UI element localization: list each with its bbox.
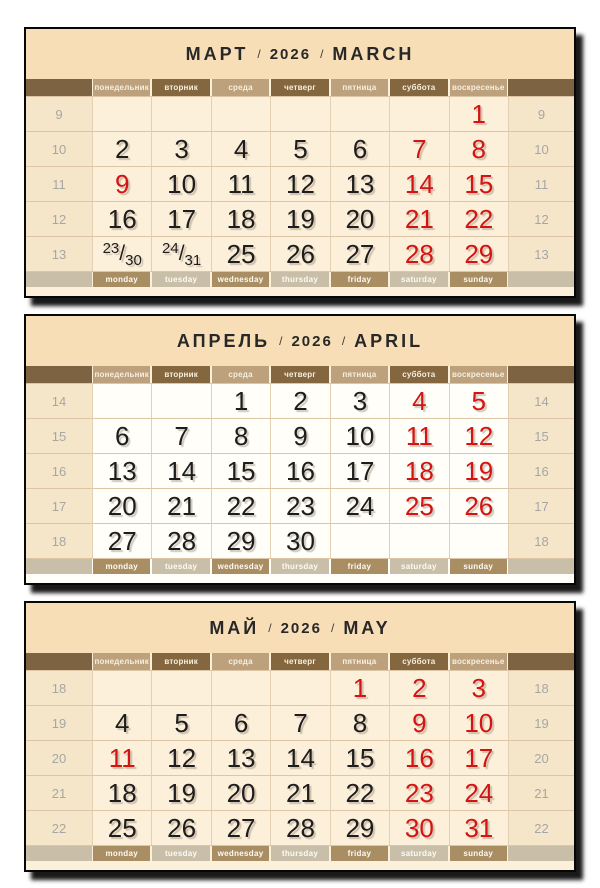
weekday-header-thursday: четверг — [271, 653, 328, 670]
week-number-right: 12 — [508, 201, 574, 236]
date-cell-thursday: 19 — [270, 201, 329, 236]
week-number-right: 15 — [508, 418, 574, 453]
month-name-en: APRIL — [354, 330, 424, 351]
weekday-header-tuesday: вторник — [152, 79, 209, 96]
week-row — [26, 201, 574, 236]
weekday-footer-wednesday: wednesday — [212, 846, 269, 861]
weekday-footer-saturday: saturday — [390, 846, 447, 861]
date-cell-tuesday: 12 — [151, 740, 210, 775]
footer-filler-right — [508, 846, 574, 861]
date-cell-wednesday: 4 — [211, 131, 270, 166]
date-cell-monday — [92, 670, 151, 705]
date-cell-monday: 11 — [92, 740, 151, 775]
date-cell-monday — [92, 236, 151, 271]
weekday-header-row — [26, 653, 574, 670]
date-cell-friday: 8 — [330, 705, 389, 740]
bottom-strip — [26, 574, 574, 583]
date-cell-sunday: 3 — [449, 670, 508, 705]
month-year: 2026 — [280, 619, 322, 637]
week-number-left: 9 — [26, 96, 92, 131]
weekday-footer-sunday: sunday — [450, 846, 507, 861]
month-panel-march — [24, 27, 576, 298]
date-cell-friday: 3 — [330, 383, 389, 418]
date-cell-monday — [92, 383, 151, 418]
date-cell-monday: 16 — [92, 201, 151, 236]
date-cell-friday: 13 — [330, 166, 389, 201]
bottom-strip — [26, 861, 574, 870]
date-cell-wednesday: 6 — [211, 705, 270, 740]
date-cell-thursday: 16 — [270, 453, 329, 488]
date-cell-sunday: 5 — [449, 383, 508, 418]
date-cell-wednesday: 11 — [211, 166, 270, 201]
header-filler-right — [508, 653, 574, 670]
weekday-footer-monday: monday — [93, 846, 150, 861]
week-number-left: 22 — [26, 810, 92, 845]
weekday-footer-row — [26, 845, 574, 861]
date-cell-sunday: 12 — [449, 418, 508, 453]
date-cell-monday — [92, 96, 151, 131]
week-number-right: 21 — [508, 775, 574, 810]
date-cell-friday — [330, 523, 389, 558]
week-number-left: 15 — [26, 418, 92, 453]
date-cell-friday: 27 — [330, 236, 389, 271]
bottom-strip — [26, 287, 574, 296]
week-number-right: 11 — [508, 166, 574, 201]
date-cell-monday: 20 — [92, 488, 151, 523]
title-separator: / — [268, 621, 272, 635]
header-filler-left — [26, 653, 92, 670]
week-number-right: 16 — [508, 453, 574, 488]
date-cell-friday: 29 — [330, 810, 389, 845]
date-cell-wednesday: 22 — [211, 488, 270, 523]
date-cell-thursday: 12 — [270, 166, 329, 201]
week-row — [26, 740, 574, 775]
weekday-header-sunday: воскресенье — [450, 79, 507, 96]
date-cell-friday: 17 — [330, 453, 389, 488]
date-cell-saturday: 16 — [389, 740, 448, 775]
date-cell-thursday: 14 — [270, 740, 329, 775]
week-row — [26, 810, 574, 845]
weekday-footer-tuesday: tuesday — [152, 272, 209, 287]
footer-filler-right — [508, 272, 574, 287]
dual-date-first: 24 — [162, 239, 179, 257]
date-cell-wednesday — [211, 96, 270, 131]
date-cell-tuesday — [151, 383, 210, 418]
week-number-left: 19 — [26, 705, 92, 740]
week-number-left: 18 — [26, 523, 92, 558]
month-year: 2026 — [291, 332, 333, 350]
weekday-header-wednesday: среда — [212, 366, 269, 383]
date-cell-monday: 4 — [92, 705, 151, 740]
date-cell-sunday: 19 — [449, 453, 508, 488]
weekday-footer-sunday: sunday — [450, 272, 507, 287]
week-number-right: 18 — [508, 670, 574, 705]
month-title — [26, 29, 574, 79]
date-cell-saturday: 2 — [389, 670, 448, 705]
month-name-ru: МАРТ — [185, 43, 249, 64]
header-filler-right — [508, 366, 574, 383]
weekday-footer-monday: monday — [93, 559, 150, 574]
footer-filler-left — [26, 846, 92, 861]
date-cell-monday: 2 — [92, 131, 151, 166]
week-row — [26, 383, 574, 418]
date-cell-monday: 6 — [92, 418, 151, 453]
title-separator: / — [279, 334, 283, 348]
date-cell-tuesday: 5 — [151, 705, 210, 740]
week-number-left: 14 — [26, 383, 92, 418]
date-cell-saturday: 23 — [389, 775, 448, 810]
week-row — [26, 131, 574, 166]
week-row — [26, 418, 574, 453]
weekday-header-saturday: суббота — [390, 79, 447, 96]
week-number-left: 16 — [26, 453, 92, 488]
date-cell-sunday: 10 — [449, 705, 508, 740]
header-filler-right — [508, 79, 574, 96]
date-cell-wednesday: 25 — [211, 236, 270, 271]
date-cell-wednesday: 18 — [211, 201, 270, 236]
date-cell-thursday: 28 — [270, 810, 329, 845]
date-cell-wednesday: 29 — [211, 523, 270, 558]
date-cell-wednesday: 27 — [211, 810, 270, 845]
week-number-left: 11 — [26, 166, 92, 201]
weekday-footer-friday: friday — [331, 559, 388, 574]
week-number-right: 20 — [508, 740, 574, 775]
date-cell-friday: 6 — [330, 131, 389, 166]
title-separator: / — [257, 47, 261, 61]
footer-filler-left — [26, 559, 92, 574]
dual-date — [102, 239, 142, 269]
date-cell-sunday: 1 — [449, 96, 508, 131]
date-cell-tuesday: 26 — [151, 810, 210, 845]
week-row — [26, 488, 574, 523]
weekday-footer-thursday: thursday — [271, 559, 328, 574]
week-number-right: 17 — [508, 488, 574, 523]
weekday-header-thursday: четверг — [271, 366, 328, 383]
week-number-right: 19 — [508, 705, 574, 740]
week-number-right: 10 — [508, 131, 574, 166]
footer-filler-right — [508, 559, 574, 574]
date-cell-wednesday: 15 — [211, 453, 270, 488]
date-cell-tuesday — [151, 96, 210, 131]
date-cell-sunday: 8 — [449, 131, 508, 166]
title-separator: / — [330, 621, 335, 635]
week-number-right: 14 — [508, 383, 574, 418]
date-cell-thursday — [270, 670, 329, 705]
week-row — [26, 96, 574, 131]
date-cell-friday — [330, 96, 389, 131]
weekday-footer-saturday: saturday — [390, 559, 447, 574]
week-number-right: 18 — [508, 523, 574, 558]
date-cell-sunday: 24 — [449, 775, 508, 810]
week-number-right: 22 — [508, 810, 574, 845]
date-cell-wednesday: 13 — [211, 740, 270, 775]
week-row — [26, 523, 574, 558]
month-name-en: MARCH — [332, 43, 415, 64]
date-cell-sunday: 22 — [449, 201, 508, 236]
date-cell-thursday — [270, 96, 329, 131]
dual-date-separator: / — [119, 242, 126, 265]
date-cell-wednesday: 1 — [211, 383, 270, 418]
weekday-header-friday: пятница — [331, 79, 388, 96]
date-cell-tuesday: 21 — [151, 488, 210, 523]
month-title — [26, 316, 574, 366]
week-row — [26, 775, 574, 810]
week-number-left: 18 — [26, 670, 92, 705]
dual-date-separator: / — [178, 242, 185, 265]
date-cell-tuesday — [151, 670, 210, 705]
dual-date-second: 30 — [125, 251, 142, 269]
date-cell-saturday: 28 — [389, 236, 448, 271]
date-cell-tuesday: 7 — [151, 418, 210, 453]
date-cell-saturday: 21 — [389, 201, 448, 236]
weekday-header-saturday: суббота — [390, 366, 447, 383]
month-name-en: MAY — [343, 617, 391, 638]
date-cell-sunday: 17 — [449, 740, 508, 775]
dual-date-first: 23 — [102, 239, 120, 257]
date-cell-friday: 15 — [330, 740, 389, 775]
weekday-header-monday: понедельник — [93, 653, 150, 670]
date-cell-thursday: 21 — [270, 775, 329, 810]
weekday-header-wednesday: среда — [212, 653, 269, 670]
date-cell-thursday: 9 — [270, 418, 329, 453]
week-number-left: 20 — [26, 740, 92, 775]
weekday-header-friday: пятница — [331, 653, 388, 670]
date-cell-saturday: 4 — [389, 383, 448, 418]
date-cell-tuesday: 28 — [151, 523, 210, 558]
date-cell-friday: 20 — [330, 201, 389, 236]
month-title — [26, 603, 574, 653]
weekday-footer-wednesday: wednesday — [212, 559, 269, 574]
date-cell-friday: 10 — [330, 418, 389, 453]
date-cell-friday: 22 — [330, 775, 389, 810]
week-number-left: 17 — [26, 488, 92, 523]
date-cell-monday: 27 — [92, 523, 151, 558]
weekday-header-saturday: суббота — [390, 653, 447, 670]
date-cell-saturday: 14 — [389, 166, 448, 201]
date-cell-saturday — [389, 96, 448, 131]
date-cell-thursday: 26 — [270, 236, 329, 271]
month-name-ru: МАЙ — [209, 617, 260, 638]
week-number-left: 13 — [26, 236, 92, 271]
weekday-footer-sunday: sunday — [450, 559, 507, 574]
date-cell-saturday — [389, 523, 448, 558]
week-number-left: 21 — [26, 775, 92, 810]
weekday-footer-friday: friday — [331, 846, 388, 861]
date-cell-sunday: 29 — [449, 236, 508, 271]
weekday-footer-saturday: saturday — [390, 272, 447, 287]
weekday-header-row — [26, 79, 574, 96]
title-separator: / — [341, 334, 346, 348]
weekday-header-tuesday: вторник — [152, 366, 209, 383]
month-name-ru: АПРЕЛЬ — [176, 330, 271, 351]
date-cell-thursday: 5 — [270, 131, 329, 166]
header-filler-left — [26, 79, 92, 96]
weekday-header-friday: пятница — [331, 366, 388, 383]
week-number-left: 10 — [26, 131, 92, 166]
weekday-header-tuesday: вторник — [152, 653, 209, 670]
week-row — [26, 166, 574, 201]
weekday-footer-row — [26, 558, 574, 574]
week-row — [26, 236, 574, 271]
week-number-right: 13 — [508, 236, 574, 271]
weekday-footer-tuesday: tuesday — [152, 846, 209, 861]
date-cell-wednesday: 20 — [211, 775, 270, 810]
date-cell-monday: 25 — [92, 810, 151, 845]
weekday-header-row — [26, 366, 574, 383]
month-panel-may — [24, 601, 576, 872]
header-filler-left — [26, 366, 92, 383]
month-year: 2026 — [269, 45, 312, 63]
weekday-header-monday: понедельник — [93, 366, 150, 383]
date-cell-monday: 9 — [92, 166, 151, 201]
month-panel-april — [24, 314, 576, 585]
footer-filler-left — [26, 272, 92, 287]
weekday-header-sunday: воскресенье — [450, 366, 507, 383]
date-cell-monday: 18 — [92, 775, 151, 810]
date-cell-saturday: 18 — [389, 453, 448, 488]
weekday-footer-thursday: thursday — [271, 846, 328, 861]
weekday-footer-friday: friday — [331, 272, 388, 287]
weekday-footer-row — [26, 271, 574, 287]
week-row — [26, 705, 574, 740]
date-cell-tuesday: 19 — [151, 775, 210, 810]
weekday-footer-monday: monday — [93, 272, 150, 287]
weekday-header-sunday: воскресенье — [450, 653, 507, 670]
date-cell-friday: 24 — [330, 488, 389, 523]
weekday-header-thursday: четверг — [271, 79, 328, 96]
date-cell-wednesday: 8 — [211, 418, 270, 453]
date-cell-sunday: 31 — [449, 810, 508, 845]
date-cell-saturday: 11 — [389, 418, 448, 453]
date-cell-sunday: 26 — [449, 488, 508, 523]
date-cell-saturday: 30 — [389, 810, 448, 845]
date-cell-saturday: 25 — [389, 488, 448, 523]
week-row — [26, 670, 574, 705]
week-row — [26, 453, 574, 488]
title-separator: / — [320, 47, 324, 61]
date-cell-thursday: 7 — [270, 705, 329, 740]
weekday-header-wednesday: среда — [212, 79, 269, 96]
date-cell-saturday: 9 — [389, 705, 448, 740]
weekday-header-monday: понедельник — [93, 79, 150, 96]
date-cell-sunday — [449, 523, 508, 558]
date-cell-thursday: 2 — [270, 383, 329, 418]
date-cell-wednesday — [211, 670, 270, 705]
weekday-footer-thursday: thursday — [271, 272, 328, 287]
date-cell-sunday: 15 — [449, 166, 508, 201]
date-cell-tuesday: 17 — [151, 201, 210, 236]
date-cell-saturday: 7 — [389, 131, 448, 166]
dual-date — [162, 239, 202, 269]
date-cell-monday: 13 — [92, 453, 151, 488]
weekday-footer-wednesday: wednesday — [212, 272, 269, 287]
dual-date-second: 31 — [184, 251, 202, 269]
date-cell-tuesday: 3 — [151, 131, 210, 166]
date-cell-tuesday: 10 — [151, 166, 210, 201]
week-number-left: 12 — [26, 201, 92, 236]
date-cell-friday: 1 — [330, 670, 389, 705]
date-cell-tuesday — [151, 236, 210, 271]
weekday-footer-tuesday: tuesday — [152, 559, 209, 574]
date-cell-tuesday: 14 — [151, 453, 210, 488]
week-number-right: 9 — [508, 96, 574, 131]
date-cell-thursday: 23 — [270, 488, 329, 523]
date-cell-thursday: 30 — [270, 523, 329, 558]
